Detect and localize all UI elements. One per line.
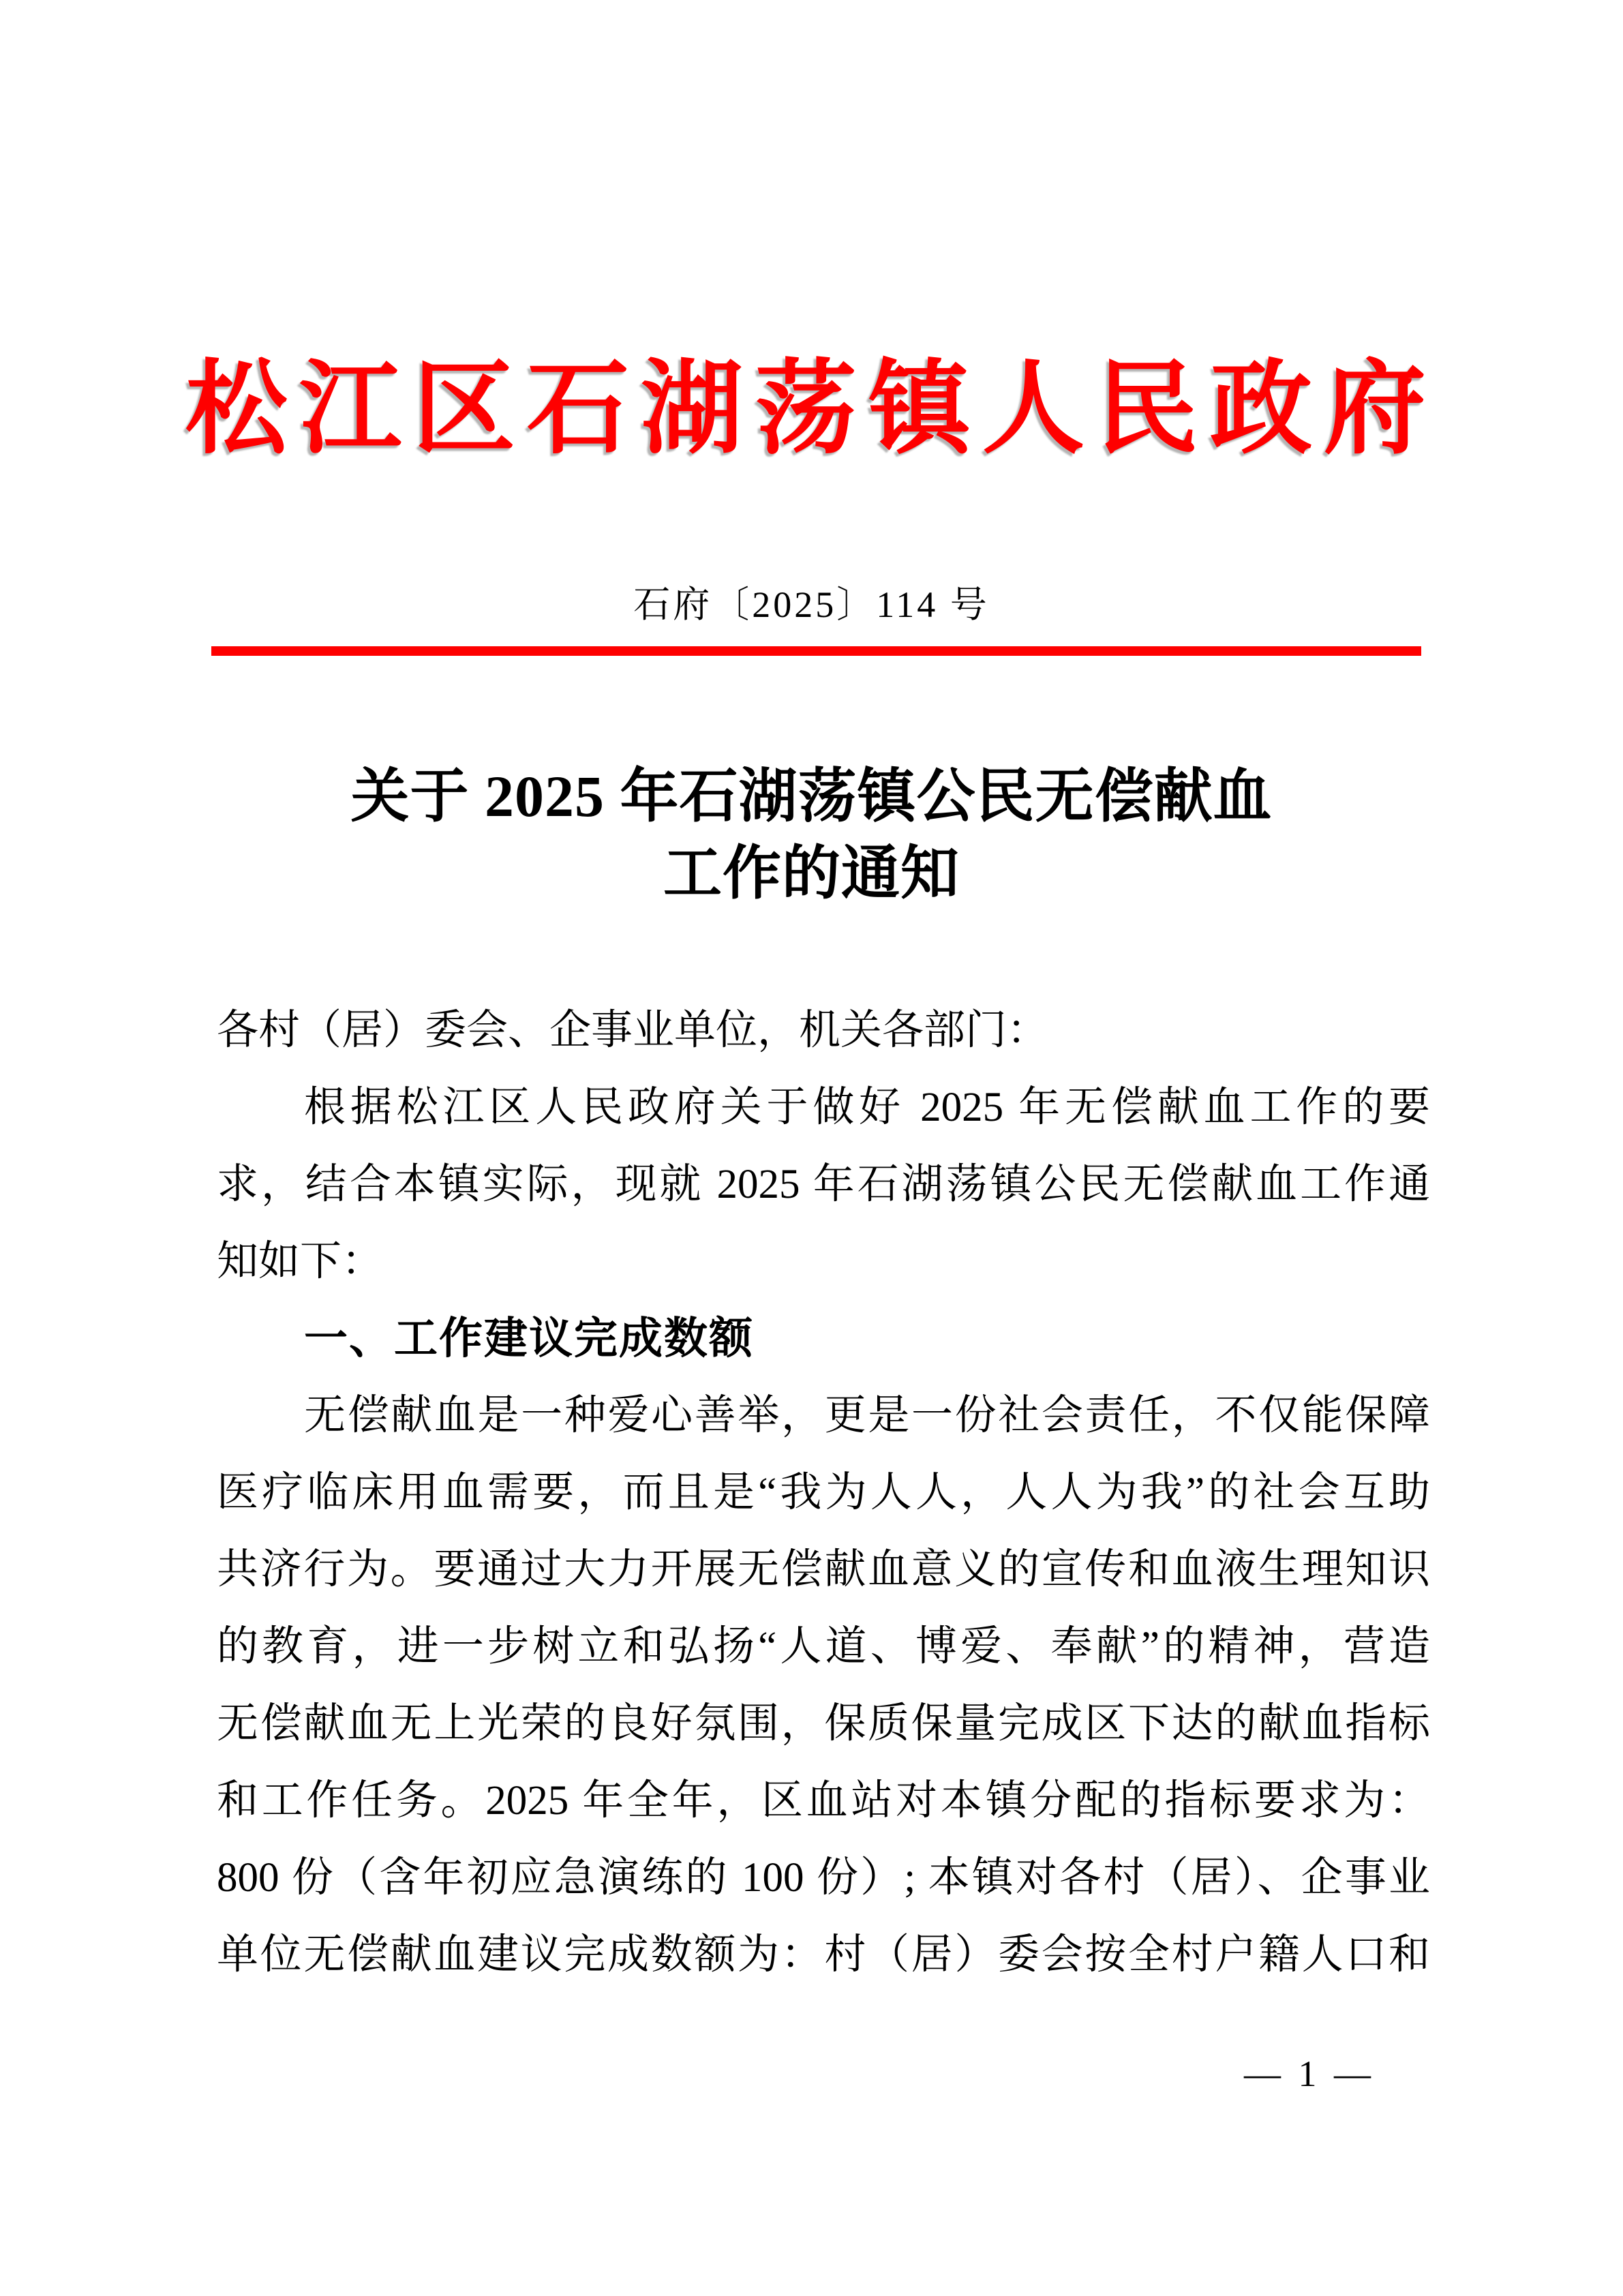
notice-title-line2: 工作的通知 — [663, 841, 960, 906]
red-divider-line — [211, 646, 1421, 656]
body-line: 的教育，进一步树立和弘扬“人道、博爱、奉献”的精神，营造 — [217, 1624, 1430, 1670]
body-line: 无偿献血无上光荣的良好氛围，保质保量完成区下达的献血指标 — [217, 1701, 1430, 1747]
body-line: 求，结合本镇实际，现就 2025 年石湖荡镇公民无偿献血工作通 — [217, 1162, 1430, 1207]
page-number: — 1 — — [1244, 2053, 1375, 2094]
body-text — [217, 992, 1430, 1993]
notice-title-line1: 关于 2025 年石湖荡镇公民无偿献血 — [350, 764, 1273, 829]
body-line: 各村（居）委会、企事业单位，机关各部门： — [217, 1008, 1049, 1053]
body-line: 800 份（含年初应急演练的 100 份）; 本镇对各村（居）、企事业 — [217, 1855, 1430, 1901]
notice-title — [0, 758, 1623, 912]
body-line: 和工作任务。2025 年全年，区血站对本镇分配的指标要求为： — [217, 1778, 1430, 1824]
body-line: 共济行为。要通过大力开展无偿献血意义的宣传和血液生理知识 — [217, 1547, 1430, 1592]
section-heading: 一、工作建议完成数额 — [304, 1314, 754, 1363]
body-line: 单位无偿献血建议完成数额为：村（居）委会按全村户籍人口和 — [217, 1932, 1430, 1978]
body-line: 根据松江区人民政府关于做好 2025 年无偿献血工作的要 — [304, 1085, 1430, 1130]
body-line: 医疗临床用血需要，而且是“我为人人，人人为我”的社会互助 — [217, 1470, 1430, 1515]
document-number: 石府〔2025〕114 号 — [633, 584, 990, 625]
body-line: 无偿献血是一种爱心善举，更是一份社会责任，不仅能保障 — [304, 1393, 1430, 1438]
letterhead-title: 松江区石湖荡镇人民政府 — [185, 353, 1438, 466]
body-line: 知如下： — [217, 1239, 384, 1284]
